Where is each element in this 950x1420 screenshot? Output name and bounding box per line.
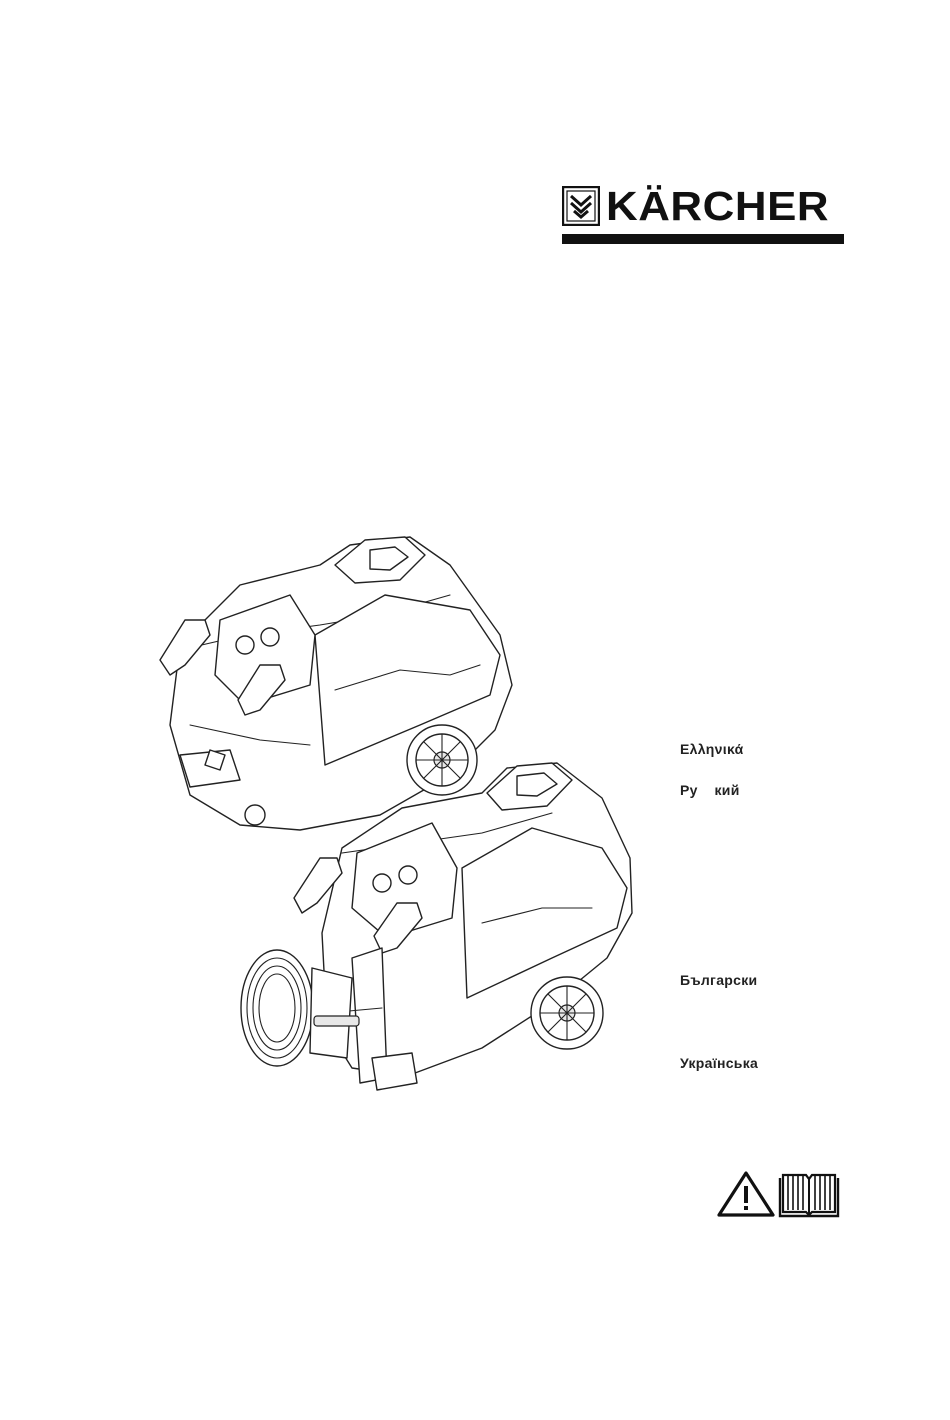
brand-logo <box>562 183 844 252</box>
open-book-icon <box>778 1170 840 1218</box>
language-russian: Ру кий <box>680 782 740 798</box>
warning-triangle-icon <box>716 1170 776 1218</box>
brand-wordmark: KÄRCHER <box>606 183 830 229</box>
language-greek: Ελληνικά <box>680 741 744 757</box>
karcher-chevron-mark-icon <box>562 186 600 226</box>
pressure-washer-with-hose-reel-illustration <box>232 758 642 1098</box>
language-bulgarian: Български <box>680 972 758 988</box>
brand-underline-bar <box>562 234 844 244</box>
language-ukrainian: Українська <box>680 1055 759 1071</box>
